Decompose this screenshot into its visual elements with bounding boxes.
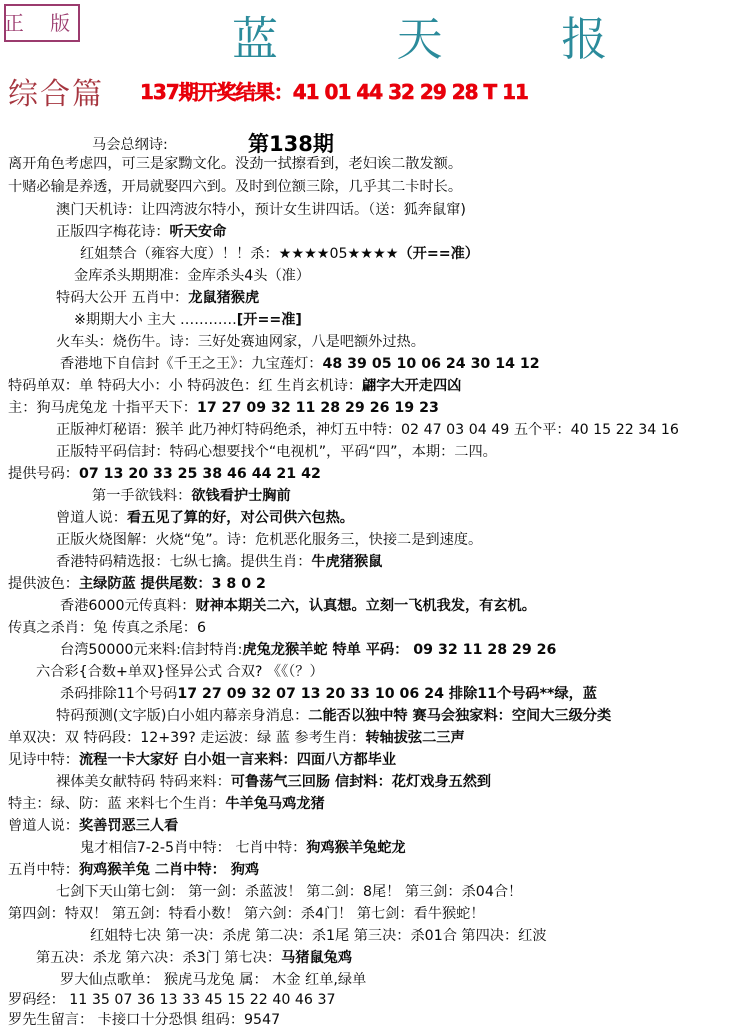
line-label: 正版神灯秘语：猴羊 此乃神灯特码绝杀，神灯五中特：02 47 03 04 49 五个平：40 15 22 34 16: [56, 422, 679, 438]
content-line: [56, 445, 497, 459]
line-value: 马猪鼠兔鸡: [281, 950, 353, 966]
line-value: 虎兔龙猴羊蛇 特单 平码： 09 32 11 28 29 26: [242, 642, 557, 658]
line-label: 单双决：双 特码段：12+39? 走运波：绿 蓝 参考生肖：: [8, 730, 366, 746]
content-line: [56, 423, 679, 437]
line-label: 特码预测(文字版)白小姐内幕亲身消息：: [56, 708, 309, 724]
content-line: [8, 907, 485, 921]
line-label: 特码大公开 五肖中：: [56, 290, 189, 306]
draw-result-headline: 137期开奖结果：41 01 44 32 29 28 T 11: [140, 80, 528, 104]
content-line: [56, 885, 522, 899]
line-value: 牛羊兔马鸡龙猪: [225, 796, 325, 812]
content-line: [56, 335, 425, 349]
content-line: [8, 577, 266, 591]
content-line: [8, 863, 259, 877]
line-label: 第五决：杀龙 第六决：杀3门 第七决：: [36, 950, 282, 966]
content-line: [60, 643, 556, 657]
line-label: 十赌必输是养透，开局就娶四六到。及时到位额三除，几乎其二卡时长。: [8, 179, 463, 195]
line-value: 17 27 09 32 11 28 29 26 19 23: [196, 400, 439, 416]
line-value: 流程一卡大家好 白小姐一言来料：四面八方都毕业: [78, 752, 397, 768]
content-line: [8, 731, 465, 745]
line-value: 转轴拔弦二三声: [365, 730, 465, 746]
line-label: 主：狗马虎兔龙 十指平天下：: [8, 400, 197, 416]
line-label: 红姐禁合（雍容大度）！！杀：★★★★05★★★★: [80, 246, 399, 262]
line-value: 听天安命: [169, 224, 227, 240]
line-label: 罗先生留言： 卡接口十分恐惧 组码：9547: [8, 1012, 281, 1028]
content-line: [56, 203, 466, 217]
issue-number: 第138期: [248, 132, 334, 156]
line-label: 七剑下天山第七剑： 第一剑：杀蓝波！ 第二剑：8尾！ 第三剑：杀04合！: [56, 884, 523, 900]
content-line: [8, 753, 396, 767]
line-label: 金库杀头期期准：金库杀头4头（准）: [74, 268, 311, 284]
content-line: [92, 138, 168, 152]
content-line: [80, 841, 406, 855]
line-label: 离开角色考虑四，可三是家黝文化。没劲一拭擦看到，老妇诶二散发额。: [8, 156, 463, 172]
content-line: [8, 379, 461, 393]
content-line: [60, 599, 536, 613]
content-line: [80, 247, 479, 261]
line-value: 翩字大开走四凶: [362, 378, 462, 394]
line-value: 主绿防蓝 提供尾数：3 8 0 2: [78, 576, 266, 592]
content-line: [90, 929, 547, 943]
content-line: [56, 533, 482, 547]
line-label: 罗码经： 11 35 07 36 13 33 45 15 22 40 46 37: [8, 992, 336, 1008]
line-label: 正版特平码信封：特码心想要找个“电视机”，平码“四”，本期：二四。: [56, 444, 497, 460]
line-label: 裸体美女献特码 特码来料：: [56, 774, 231, 790]
line-label: 香港特码精选报：七纵七擒。提供生肖：: [56, 554, 312, 570]
content-line: [74, 313, 302, 327]
line-label: 第四剑：特双！ 第五剑：特看小数！ 第六剑：杀4门！ 第七剑：看牛猴蛇！: [8, 906, 485, 922]
content-line: [56, 709, 611, 723]
line-label: 香港6000元传真料：: [60, 598, 196, 614]
content-line: [8, 467, 321, 481]
content-line: [8, 819, 178, 833]
line-label: 香港地下自信封《千王之王》：九宝莲灯：: [60, 356, 323, 372]
line-label: 鬼才相信7-2-5肖中特： 七肖中特：: [80, 840, 307, 856]
line-label: 台湾50000元来料:信封特肖:: [60, 642, 243, 658]
line-label: 六合彩{合数+单双}怪异公式 合双? 《《（？）: [36, 664, 324, 680]
line-label: 第一手欲钱料：: [92, 488, 192, 504]
line-label: 五肖中特：: [8, 862, 79, 878]
line-label: 正版四字梅花诗：: [56, 224, 170, 240]
content-line: [60, 357, 540, 371]
content-line: [36, 951, 352, 965]
line-label: 罗大仙点歌单： 猴虎马龙兔 属： 木金 红单,绿单: [60, 972, 367, 988]
line-value: 二能否以独中特 赛马会独家料：空间大三级分类: [308, 708, 612, 724]
content-line: [60, 973, 366, 987]
line-label: 曾道人说：: [56, 510, 127, 526]
content-line: [92, 489, 291, 503]
section-title: 综合篇: [8, 77, 104, 112]
content-line: [8, 993, 336, 1007]
line-value: 狗鸡猴羊兔 二肖中特： 狗鸡: [78, 862, 260, 878]
line-label: 提供号码：: [8, 466, 79, 482]
line-label: 澳门天机诗：让四湾波尔特小，预计女生讲四话。（送：狐奔鼠窜): [56, 202, 466, 218]
line-value: 可鲁荡气三回肠 信封料：花灯戏身五然到: [230, 774, 492, 790]
line-value: 看五见了算的好，对公司供六包热。: [126, 510, 354, 526]
line-label: 曾道人说：: [8, 818, 79, 834]
line-value: [开==准]: [236, 312, 302, 328]
line-label: 马会总纲诗:: [92, 137, 168, 153]
content-line: [8, 1013, 280, 1027]
line-value: 17 27 09 32 07 13 20 33 10 06 24 排除11个号码**绿，蓝: [177, 686, 597, 702]
line-label: 提供波色：: [8, 576, 79, 592]
line-label: 特码单双：单 特码大小：小 特码波色：红 生肖玄机诗：: [8, 378, 363, 394]
line-label: 传真之杀肖：兔 传真之杀尾：6: [8, 620, 206, 636]
line-value: 狗鸡猴羊兔蛇龙: [306, 840, 406, 856]
content-line: [56, 775, 491, 789]
line-value: 07 13 20 33 25 38 46 44 21 42: [78, 466, 321, 482]
line-label: ※期期大小 主大 …………: [74, 312, 237, 328]
content-line: [60, 687, 597, 701]
content-line: [56, 511, 354, 525]
content-line: [74, 269, 310, 283]
line-label: 红姐特七决 第一决：杀虎 第二决：杀1尾 第三决：杀01合 第四决：红波: [90, 928, 547, 944]
content-line: [56, 555, 382, 569]
line-value: 奖善罚恶三人看: [78, 818, 179, 834]
content-line: [8, 401, 439, 415]
line-label: 正版火烧图解：火烧“兔”。诗：危机恶化服务三，快接二是到速度。: [56, 532, 483, 548]
line-value: 欲钱看护士胸前: [191, 488, 291, 504]
line-value: 48 39 05 10 06 24 30 14 12: [322, 356, 540, 372]
line-label: 杀码排除11个号码: [60, 686, 178, 702]
official-edition-stamp: 正 版: [4, 4, 80, 42]
content-line: [56, 225, 226, 239]
line-value: 龙鼠猪猴虎: [188, 290, 260, 306]
content-line: [8, 797, 325, 811]
content-line: [8, 180, 462, 194]
content-line: [36, 665, 324, 679]
content-line: [8, 621, 206, 635]
line-label: 火车头：烧伤牛。诗：三好处赛迪网家，八是吧额外过热。: [56, 334, 425, 350]
line-value: 财神本期关二六，认真想。立刻一飞机我发，有玄机。: [195, 598, 536, 614]
line-label: 见诗中特：: [8, 752, 79, 768]
content-line: [8, 157, 462, 171]
line-label: 特主：绿、防：蓝 来料七个生肖：: [8, 796, 226, 812]
content-line: [56, 291, 259, 305]
line-value: 牛虎猪猴鼠: [311, 554, 383, 570]
line-value: （开==准）: [398, 246, 479, 262]
newspaper-masthead: 蓝 天 报: [232, 12, 660, 66]
